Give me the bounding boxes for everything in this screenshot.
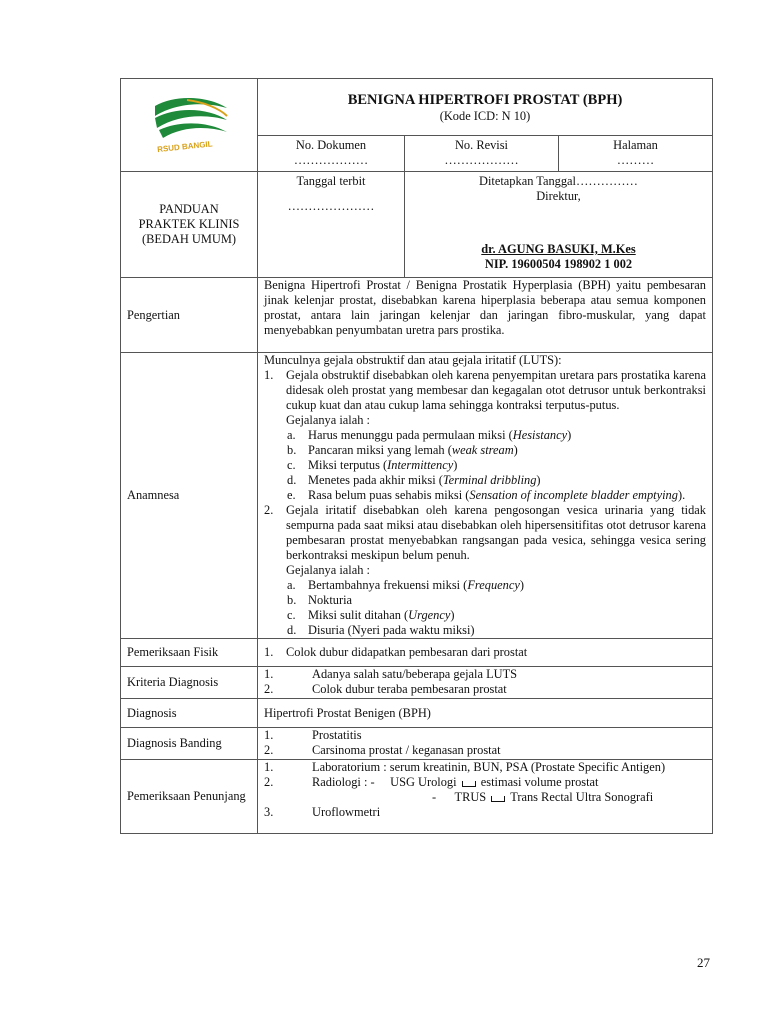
iritatif-sub-intro: Gejalanya ialah : [286,563,370,577]
panduan-label: PANDUAN PRAKTEK KLINIS (BEDAH UMUM) [138,202,240,246]
ditetapkan-text: Ditetapkan Tanggal…………… [479,174,638,188]
panduan-cell [121,172,258,278]
title-cell [258,79,713,136]
list-letter: c. [287,458,296,472]
symptom-item [264,623,706,638]
trus-after-text: Trans Rectal Ultra Sonografi [510,790,654,804]
symptom-suffix: ) [453,458,458,472]
symptom-text: Miksi sulit ditahan ( [308,608,409,622]
list-number: 1. [264,760,274,774]
anamnesa-item-iritatif [264,503,706,578]
symptom-item [264,593,706,608]
list-text: Adanya salah satu/beberapa gejala LUTS [312,667,518,681]
uroflowmetri-text: Uroflowmetri [312,805,381,819]
no-revisi-value: ……………… [444,153,519,167]
symptom-suffix: ) [536,473,541,487]
implies-arrow-icon [462,781,476,787]
trus-text: TRUS [454,790,487,804]
pengertian-label: Pengertian [121,278,258,353]
diagnosis-text: Hipertrofi Prostat Benigen (BPH) [258,699,713,728]
pemeriksaan-penunjang-content [258,760,713,834]
no-revisi-cell [405,136,559,172]
radiologi-prefix: Radiologi : - [312,775,375,789]
list-number: 1. [264,645,274,659]
document-title: BENIGNA HIPERTROFI PROSTAT (BPH) [347,92,623,108]
kriteria-list [264,667,706,697]
logo-text: RSUD BANGIL [156,139,213,154]
symptom-item [264,608,706,623]
list-item [264,760,706,775]
diagnosis-banding-content [258,728,713,760]
iritatif-symptoms [264,578,706,638]
symptom-item [264,428,706,443]
list-number: 2. [264,743,274,757]
list-number: 1. [264,368,274,382]
list-letter: d. [287,473,297,487]
list-item [264,645,706,660]
list-letter: c. [287,608,296,622]
anamnesa-label: Anamnesa [121,353,258,639]
anamnesa-list-2 [264,503,706,578]
symptom-suffix: ) [519,578,524,592]
list-number: 1. [264,728,274,742]
no-dokumen-value: ……………… [293,153,369,167]
pemeriksaan-fisik-label: Pemeriksaan Fisik [121,639,258,667]
halaman-value: ……… [616,153,655,167]
symptom-item [264,488,706,503]
symptom-term: Terminal dribbling [442,473,537,487]
symptom-text: Harus menunggu pada permulaan miksi ( [308,428,513,442]
no-revisi-label: No. Revisi [454,138,508,152]
list-number: 3. [264,805,274,819]
clinical-guide-table [120,78,713,834]
list-item [264,775,706,805]
list-letter: a. [287,578,296,592]
list-letter: a. [287,428,296,442]
kriteria-diagnosis-label: Kriteria Diagnosis [121,667,258,699]
halaman-label: Halaman [613,138,658,152]
anamnesa-item-obstruktif [264,368,706,428]
diagnosis-banding-label: Diagnosis Banding [121,728,258,760]
direktur-text: Direktur, [536,189,581,203]
list-number: 1. [264,667,274,681]
laboratorium-text: Laboratorium : serum kreatinin, BUN, PSA (Prostate Specific Antigen) [312,760,666,774]
symptom-suffix: ) [567,428,572,442]
list-number: 2. [264,775,274,789]
signer-name: dr. AGUNG BASUKI, M.Kes [481,242,636,256]
symptom-text: Bertambahnya frekuensi miksi ( [308,578,468,592]
tanggal-terbit-cell [258,172,405,278]
trus-dash: - [432,790,437,804]
symptom-suffix: ) [513,443,518,457]
list-item [264,682,706,697]
usg-text: USG Urologi [390,775,457,789]
signer-nip: NIP. 19600504 198902 1 002 [484,257,633,271]
iritatif-text: Gejala iritatif disebabkan oleh karena pengosongan vesica urinaria yang tidak sempurna pada saat miksi atau disebabkan oleh hipersensitifitas otot detrusor karena pembesaran prostat menyebabkan rangsangan pada vesica, sehingga vesica sering berkontraksi meskipun belum penuh. [286,503,706,562]
page-number: 27 [697,955,710,970]
penunjang-list [264,760,706,820]
symptom-text: Menetes pada akhir miksi ( [308,473,443,487]
banding-list [264,728,706,758]
list-item [264,728,706,743]
document-page [120,78,712,834]
anamnesa-content [258,353,713,639]
symptom-text: Disuria (Nyeri pada waktu miksi) [308,623,475,637]
anamnesa-intro: Munculnya gejala obstruktif dan atau gejala iritatif (LUTS): [264,353,562,367]
symptom-suffix: ). [677,488,686,502]
hospital-logo [147,94,231,154]
pengertian-text: Benigna Hipertrofi Prostat / Benigna Prostatik Hyperplasia (BPH) yaitu pembesaran jinak kelenjar prostat, disebabkan karena hiperplasia beberapa atau semua komponen prostat, antara lain jaringan kelenjar dan jaringan fibro-muskular, yang dapat menyebabkan penyumbatan uretra pars prostika. [258,278,713,353]
list-item [264,805,706,820]
pemeriksaan-penunjang-label: Pemeriksaan Penunjang [121,760,258,834]
list-text: Prostatitis [312,728,362,742]
usg-after-text: estimasi volume prostat [480,775,599,789]
symptom-term: Sensation of incomplete bladder emptying [469,488,678,502]
list-number: 2. [264,682,274,696]
kriteria-diagnosis-content [258,667,713,699]
tanggal-terbit-value: ………………… [287,199,375,213]
symptom-text: Miksi terputus ( [308,458,388,472]
list-text: Colok dubur teraba pembesaran prostat [312,682,507,696]
symptom-term: Urgency [408,608,451,622]
list-number: 2. [264,503,274,517]
symptom-item [264,458,706,473]
symptom-item [264,578,706,593]
symptom-suffix: ) [450,608,455,622]
list-item [264,743,706,758]
symptom-item [264,473,706,488]
symptom-text: Rasa belum puas sehabis miksi ( [308,488,470,502]
tanggal-terbit-label: Tanggal terbit [296,174,366,188]
symptom-term: Hesistancy [512,428,568,442]
symptom-item [264,443,706,458]
symptom-text: Pancaran miksi yang lemah ( [308,443,452,457]
pemeriksaan-fisik-text: Colok dubur didapatkan pembesaran dari prostat [286,645,528,659]
list-item [264,667,706,682]
pemeriksaan-fisik-content [258,639,713,667]
logo-cell [121,79,258,172]
symptom-text: Nokturia [308,593,353,607]
halaman-cell [559,136,713,172]
list-text: Carsinoma prostat / keganasan prostat [312,743,501,757]
list-letter: e. [287,488,296,502]
obstruktif-text: Gejala obstruktif disebabkan oleh karena penyempitan uretara pars prostatika karena didesak oleh prostat yang membesar dan kegagalan otot detrusor untuk berkontraksi cukup kuat dan atau cukup lama sehingga kontraksi terputus-putus. [286,368,706,412]
penetapan-cell [405,172,713,278]
anamnesa-list [264,368,706,428]
list-letter: d. [287,623,297,637]
list-letter: b. [287,443,297,457]
diagnosis-label: Diagnosis [121,699,258,728]
implies-arrow-icon [491,796,505,802]
symptom-term: Frequency [467,578,520,592]
obstruktif-sub-intro: Gejalanya ialah : [286,413,370,427]
no-dokumen-cell [258,136,405,172]
list-letter: b. [287,593,297,607]
no-dokumen-label: No. Dokumen [295,138,367,152]
symptom-term: Intermittency [387,458,454,472]
icd-code: (Kode ICD: N 10) [439,109,531,123]
symptom-term: weak stream [451,443,514,457]
obstruktif-symptoms [264,428,706,503]
